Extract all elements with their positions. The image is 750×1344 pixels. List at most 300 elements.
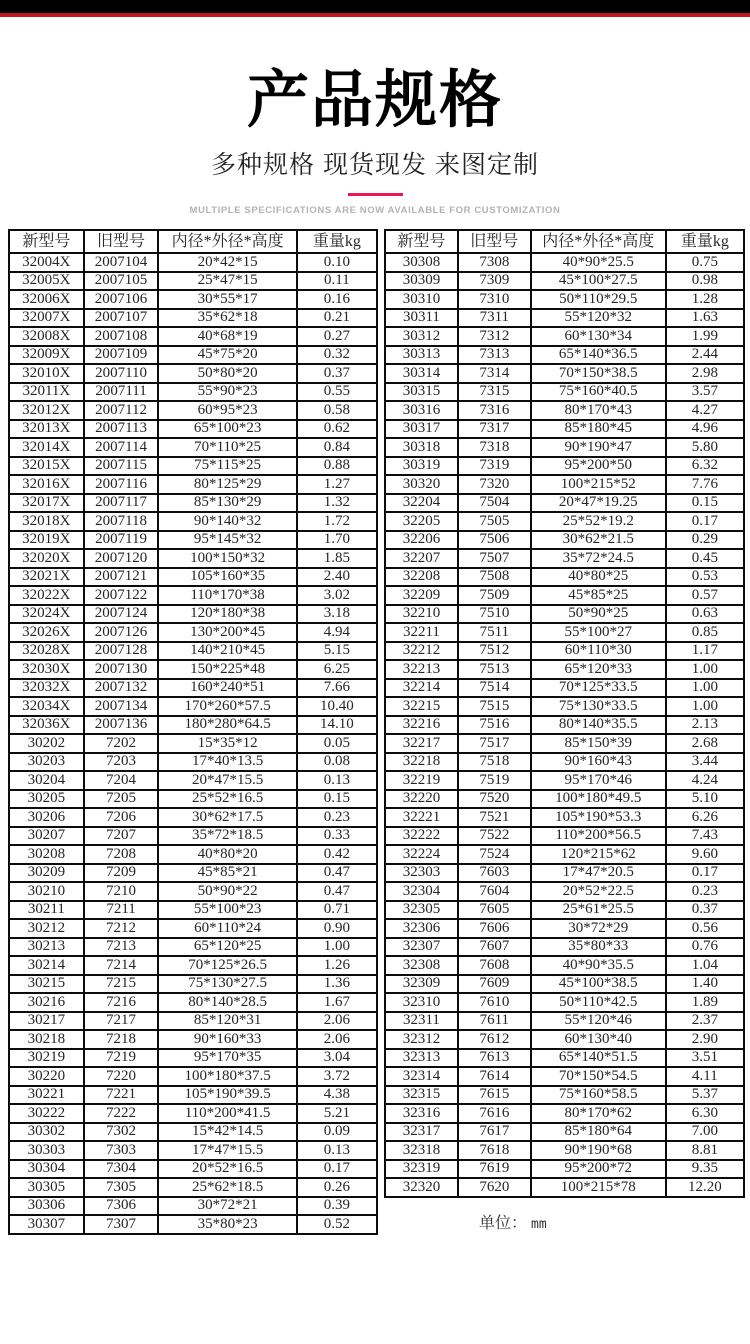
tagline-english: MULTIPLE SPECIFICATIONS ARE NOW AVAILABLE FOR CUSTOMIZATION bbox=[189, 205, 561, 216]
table-row bbox=[9, 975, 377, 994]
cell-weight: 2.98 bbox=[666, 364, 744, 383]
cell-weight: 0.15 bbox=[666, 494, 744, 513]
cell-new-model: 32319 bbox=[385, 1160, 458, 1179]
cell-dimensions: 25*61*25.5 bbox=[531, 901, 666, 920]
cell-new-model: 32030X bbox=[9, 660, 84, 679]
cell-weight: 0.27 bbox=[297, 327, 377, 346]
cell-dimensions: 17*47*15.5 bbox=[158, 1141, 296, 1160]
table-row bbox=[9, 549, 377, 568]
cell-new-model: 32315 bbox=[385, 1086, 458, 1105]
cell-weight: 0.42 bbox=[297, 845, 377, 864]
cell-old-model: 2007117 bbox=[84, 494, 159, 513]
cell-weight: 0.75 bbox=[666, 253, 744, 272]
cell-new-model: 32009X bbox=[9, 346, 84, 365]
cell-old-model: 7614 bbox=[458, 1067, 531, 1086]
cell-old-model: 7203 bbox=[84, 753, 159, 772]
table-row bbox=[385, 586, 744, 605]
cell-new-model: 30216 bbox=[9, 993, 84, 1012]
cell-weight: 0.71 bbox=[297, 901, 377, 920]
cell-dimensions: 17*40*13.5 bbox=[158, 753, 296, 772]
cell-weight: 0.11 bbox=[297, 272, 377, 291]
cell-old-model: 7513 bbox=[458, 660, 531, 679]
cell-dimensions: 35*80*33 bbox=[531, 938, 666, 957]
spec-tables-container bbox=[0, 229, 750, 1235]
cell-old-model: 2007128 bbox=[84, 642, 159, 661]
cell-dimensions: 65*120*33 bbox=[531, 660, 666, 679]
table-row bbox=[9, 401, 377, 420]
table-row bbox=[385, 679, 744, 698]
cell-weight: 2.44 bbox=[666, 346, 744, 365]
cell-old-model: 7617 bbox=[458, 1123, 531, 1142]
cell-new-model: 32309 bbox=[385, 975, 458, 994]
cell-weight: 7.00 bbox=[666, 1123, 744, 1142]
table-row bbox=[385, 993, 744, 1012]
cell-weight: 2.06 bbox=[297, 1012, 377, 1031]
table-row bbox=[9, 993, 377, 1012]
table-row bbox=[385, 420, 744, 439]
red-divider bbox=[348, 193, 403, 196]
cell-old-model: 7218 bbox=[84, 1030, 159, 1049]
cell-dimensions: 35*72*24.5 bbox=[531, 549, 666, 568]
table-row bbox=[9, 808, 377, 827]
cell-old-model: 7202 bbox=[84, 734, 159, 753]
cell-weight: 1.85 bbox=[297, 549, 377, 568]
cell-dimensions: 105*160*35 bbox=[158, 568, 296, 587]
cell-weight: 6.25 bbox=[297, 660, 377, 679]
cell-weight: 0.39 bbox=[297, 1197, 377, 1216]
cell-weight: 1.40 bbox=[666, 975, 744, 994]
cell-weight: 6.32 bbox=[666, 457, 744, 476]
cell-weight: 4.38 bbox=[297, 1086, 377, 1105]
cell-weight: 2.06 bbox=[297, 1030, 377, 1049]
cell-dimensions: 60*110*30 bbox=[531, 642, 666, 661]
cell-new-model: 32216 bbox=[385, 716, 458, 735]
cell-dimensions: 75*160*58.5 bbox=[531, 1086, 666, 1105]
cell-dimensions: 50*110*29.5 bbox=[531, 290, 666, 309]
cell-dimensions: 60*110*24 bbox=[158, 919, 296, 938]
cell-dimensions: 45*85*21 bbox=[158, 864, 296, 883]
cell-weight: 0.29 bbox=[666, 531, 744, 550]
cell-old-model: 7309 bbox=[458, 272, 531, 291]
cell-old-model: 7607 bbox=[458, 938, 531, 957]
cell-dimensions: 60*95*23 bbox=[158, 401, 296, 420]
table-row bbox=[9, 753, 377, 772]
cell-weight: 1.17 bbox=[666, 642, 744, 661]
cell-dimensions: 55*120*46 bbox=[531, 1012, 666, 1031]
cell-old-model: 7313 bbox=[458, 346, 531, 365]
cell-weight: 8.81 bbox=[666, 1141, 744, 1160]
cell-new-model: 30212 bbox=[9, 919, 84, 938]
cell-new-model: 32220 bbox=[385, 790, 458, 809]
cell-new-model: 32306 bbox=[385, 919, 458, 938]
cell-weight: 0.52 bbox=[297, 1215, 377, 1234]
cell-old-model: 2007124 bbox=[84, 605, 159, 624]
cell-weight: 4.24 bbox=[666, 771, 744, 790]
cell-old-model: 2007105 bbox=[84, 272, 159, 291]
cell-dimensions: 50*90*22 bbox=[158, 882, 296, 901]
cell-dimensions: 100*215*52 bbox=[531, 475, 666, 494]
cell-weight: 6.26 bbox=[666, 808, 744, 827]
cell-dimensions: 100*215*78 bbox=[531, 1178, 666, 1197]
table-row bbox=[385, 309, 744, 328]
cell-weight: 1.00 bbox=[666, 697, 744, 716]
cell-new-model: 32308 bbox=[385, 956, 458, 975]
cell-old-model: 7516 bbox=[458, 716, 531, 735]
table-row bbox=[385, 975, 744, 994]
cell-weight: 5.37 bbox=[666, 1086, 744, 1105]
cell-new-model: 30217 bbox=[9, 1012, 84, 1031]
table-row bbox=[385, 494, 744, 513]
cell-old-model: 7616 bbox=[458, 1104, 531, 1123]
table-row bbox=[385, 1123, 744, 1142]
table-row bbox=[9, 272, 377, 291]
cell-old-model: 7522 bbox=[458, 827, 531, 846]
cell-new-model: 32303 bbox=[385, 864, 458, 883]
cell-new-model: 32204 bbox=[385, 494, 458, 513]
table-row bbox=[385, 475, 744, 494]
cell-old-model: 2007119 bbox=[84, 531, 159, 550]
cell-old-model: 7302 bbox=[84, 1123, 159, 1142]
cell-weight: 4.96 bbox=[666, 420, 744, 439]
page-header bbox=[0, 66, 750, 216]
cell-dimensions: 60*130*40 bbox=[531, 1030, 666, 1049]
cell-weight: 0.76 bbox=[666, 938, 744, 957]
cell-weight: 4.27 bbox=[666, 401, 744, 420]
cell-new-model: 32213 bbox=[385, 660, 458, 679]
cell-old-model: 7311 bbox=[458, 309, 531, 328]
table-row bbox=[9, 327, 377, 346]
table-row bbox=[9, 1160, 377, 1179]
cell-weight: 1.72 bbox=[297, 512, 377, 531]
cell-weight: 0.62 bbox=[297, 420, 377, 439]
cell-old-model: 2007122 bbox=[84, 586, 159, 605]
cell-old-model: 7207 bbox=[84, 827, 159, 846]
cell-new-model: 30314 bbox=[385, 364, 458, 383]
cell-old-model: 2007126 bbox=[84, 623, 159, 642]
cell-old-model: 2007120 bbox=[84, 549, 159, 568]
cell-new-model: 32006X bbox=[9, 290, 84, 309]
cell-new-model: 32205 bbox=[385, 512, 458, 531]
cell-dimensions: 75*130*27.5 bbox=[158, 975, 296, 994]
table-row bbox=[9, 716, 377, 735]
cell-old-model: 2007107 bbox=[84, 309, 159, 328]
table-row bbox=[9, 531, 377, 550]
cell-old-model: 7507 bbox=[458, 549, 531, 568]
cell-weight: 5.21 bbox=[297, 1104, 377, 1123]
cell-dimensions: 120*180*38 bbox=[158, 605, 296, 624]
cell-weight: 0.98 bbox=[666, 272, 744, 291]
cell-old-model: 7219 bbox=[84, 1049, 159, 1068]
cell-old-model: 7611 bbox=[458, 1012, 531, 1031]
cell-new-model: 32010X bbox=[9, 364, 84, 383]
table-row bbox=[385, 1067, 744, 1086]
cell-old-model: 7315 bbox=[458, 383, 531, 402]
cell-weight: 1.00 bbox=[666, 660, 744, 679]
cell-new-model: 30310 bbox=[385, 290, 458, 309]
cell-weight: 1.89 bbox=[666, 993, 744, 1012]
cell-old-model: 7506 bbox=[458, 531, 531, 550]
cell-dimensions: 75*115*25 bbox=[158, 457, 296, 476]
cell-new-model: 32316 bbox=[385, 1104, 458, 1123]
cell-new-model: 30302 bbox=[9, 1123, 84, 1142]
cell-weight: 9.60 bbox=[666, 845, 744, 864]
top-black-bar bbox=[0, 0, 750, 13]
cell-new-model: 30221 bbox=[9, 1086, 84, 1105]
cell-old-model: 7603 bbox=[458, 864, 531, 883]
cell-dimensions: 35*72*18.5 bbox=[158, 827, 296, 846]
cell-weight: 10.40 bbox=[297, 697, 377, 716]
table-row bbox=[9, 1030, 377, 1049]
cell-dimensions: 30*62*17.5 bbox=[158, 808, 296, 827]
cell-weight: 0.17 bbox=[666, 864, 744, 883]
table-row bbox=[385, 1141, 744, 1160]
cell-old-model: 2007111 bbox=[84, 383, 159, 402]
cell-weight: 0.17 bbox=[666, 512, 744, 531]
cell-old-model: 7606 bbox=[458, 919, 531, 938]
column-header-old-model: 旧型号 bbox=[84, 230, 159, 253]
cell-old-model: 7308 bbox=[458, 253, 531, 272]
cell-old-model: 7217 bbox=[84, 1012, 159, 1031]
table-row bbox=[385, 642, 744, 661]
cell-weight: 0.63 bbox=[666, 605, 744, 624]
cell-new-model: 30312 bbox=[385, 327, 458, 346]
table-row bbox=[9, 457, 377, 476]
cell-weight: 0.90 bbox=[297, 919, 377, 938]
cell-old-model: 2007118 bbox=[84, 512, 159, 531]
cell-old-model: 7520 bbox=[458, 790, 531, 809]
table-row bbox=[9, 253, 377, 272]
cell-dimensions: 50*90*25 bbox=[531, 605, 666, 624]
cell-weight: 5.15 bbox=[297, 642, 377, 661]
cell-weight: 3.51 bbox=[666, 1049, 744, 1068]
cell-old-model: 2007112 bbox=[84, 401, 159, 420]
table-row bbox=[9, 734, 377, 753]
cell-old-model: 7318 bbox=[458, 438, 531, 457]
cell-weight: 5.10 bbox=[666, 790, 744, 809]
table-row bbox=[385, 290, 744, 309]
cell-new-model: 30209 bbox=[9, 864, 84, 883]
cell-old-model: 7316 bbox=[458, 401, 531, 420]
cell-dimensions: 55*90*23 bbox=[158, 383, 296, 402]
cell-weight: 1.32 bbox=[297, 494, 377, 513]
cell-weight: 0.33 bbox=[297, 827, 377, 846]
table-row bbox=[385, 457, 744, 476]
cell-dimensions: 95*170*46 bbox=[531, 771, 666, 790]
cell-new-model: 32007X bbox=[9, 309, 84, 328]
cell-dimensions: 65*140*36.5 bbox=[531, 346, 666, 365]
cell-weight: 0.47 bbox=[297, 864, 377, 883]
cell-dimensions: 170*260*57.5 bbox=[158, 697, 296, 716]
cell-new-model: 30319 bbox=[385, 457, 458, 476]
cell-dimensions: 15*35*12 bbox=[158, 734, 296, 753]
table-row bbox=[385, 1012, 744, 1031]
cell-dimensions: 110*200*41.5 bbox=[158, 1104, 296, 1123]
spec-table-left bbox=[8, 229, 378, 1235]
cell-dimensions: 20*47*19.25 bbox=[531, 494, 666, 513]
cell-weight: 2.13 bbox=[666, 716, 744, 735]
cell-old-model: 2007115 bbox=[84, 457, 159, 476]
table-row bbox=[385, 790, 744, 809]
table-row bbox=[9, 901, 377, 920]
cell-dimensions: 95*170*35 bbox=[158, 1049, 296, 1068]
table-row bbox=[385, 623, 744, 642]
cell-new-model: 30211 bbox=[9, 901, 84, 920]
table-row bbox=[385, 1178, 744, 1197]
cell-dimensions: 80*170*62 bbox=[531, 1104, 666, 1123]
cell-new-model: 30306 bbox=[9, 1197, 84, 1216]
cell-new-model: 32305 bbox=[385, 901, 458, 920]
cell-new-model: 32017X bbox=[9, 494, 84, 513]
cell-old-model: 7210 bbox=[84, 882, 159, 901]
table-row bbox=[9, 512, 377, 531]
table-row bbox=[385, 272, 744, 291]
cell-new-model: 32032X bbox=[9, 679, 84, 698]
table-row bbox=[9, 586, 377, 605]
cell-old-model: 7510 bbox=[458, 605, 531, 624]
cell-dimensions: 180*280*64.5 bbox=[158, 716, 296, 735]
cell-weight: 1.04 bbox=[666, 956, 744, 975]
cell-new-model: 32206 bbox=[385, 531, 458, 550]
cell-dimensions: 25*52*16.5 bbox=[158, 790, 296, 809]
cell-old-model: 7615 bbox=[458, 1086, 531, 1105]
cell-new-model: 30208 bbox=[9, 845, 84, 864]
cell-new-model: 32304 bbox=[385, 882, 458, 901]
cell-weight: 2.90 bbox=[666, 1030, 744, 1049]
cell-new-model: 30303 bbox=[9, 1141, 84, 1160]
cell-dimensions: 50*80*20 bbox=[158, 364, 296, 383]
cell-dimensions: 90*190*68 bbox=[531, 1141, 666, 1160]
cell-new-model: 32313 bbox=[385, 1049, 458, 1068]
cell-dimensions: 40*80*25 bbox=[531, 568, 666, 587]
cell-dimensions: 110*170*38 bbox=[158, 586, 296, 605]
cell-weight: 0.08 bbox=[297, 753, 377, 772]
cell-weight: 0.10 bbox=[297, 253, 377, 272]
table-row bbox=[9, 660, 377, 679]
cell-old-model: 7314 bbox=[458, 364, 531, 383]
cell-weight: 0.45 bbox=[666, 549, 744, 568]
table-row bbox=[385, 919, 744, 938]
cell-old-model: 7605 bbox=[458, 901, 531, 920]
cell-new-model: 32320 bbox=[385, 1178, 458, 1197]
cell-old-model: 2007110 bbox=[84, 364, 159, 383]
cell-old-model: 7515 bbox=[458, 697, 531, 716]
cell-weight: 0.37 bbox=[666, 901, 744, 920]
cell-old-model: 7613 bbox=[458, 1049, 531, 1068]
table-row bbox=[385, 605, 744, 624]
cell-old-model: 7320 bbox=[458, 475, 531, 494]
cell-old-model: 7306 bbox=[84, 1197, 159, 1216]
cell-weight: 0.09 bbox=[297, 1123, 377, 1142]
cell-old-model: 7211 bbox=[84, 901, 159, 920]
cell-new-model: 30318 bbox=[385, 438, 458, 457]
table-row bbox=[9, 568, 377, 587]
cell-old-model: 7509 bbox=[458, 586, 531, 605]
cell-weight: 0.37 bbox=[297, 364, 377, 383]
cell-old-model: 7619 bbox=[458, 1160, 531, 1179]
cell-new-model: 30214 bbox=[9, 956, 84, 975]
cell-new-model: 32209 bbox=[385, 586, 458, 605]
table-row bbox=[9, 475, 377, 494]
cell-new-model: 32217 bbox=[385, 734, 458, 753]
table-row bbox=[385, 383, 744, 402]
cell-weight: 3.02 bbox=[297, 586, 377, 605]
cell-dimensions: 20*47*15.5 bbox=[158, 771, 296, 790]
cell-old-model: 7620 bbox=[458, 1178, 531, 1197]
cell-new-model: 32011X bbox=[9, 383, 84, 402]
cell-weight: 3.44 bbox=[666, 753, 744, 772]
cell-dimensions: 90*190*47 bbox=[531, 438, 666, 457]
table-row bbox=[9, 882, 377, 901]
cell-old-model: 7519 bbox=[458, 771, 531, 790]
cell-new-model: 30218 bbox=[9, 1030, 84, 1049]
cell-weight: 1.63 bbox=[666, 309, 744, 328]
cell-new-model: 32026X bbox=[9, 623, 84, 642]
cell-weight: 0.47 bbox=[297, 882, 377, 901]
cell-new-model: 32311 bbox=[385, 1012, 458, 1031]
table-row bbox=[9, 420, 377, 439]
cell-old-model: 2007132 bbox=[84, 679, 159, 698]
cell-weight: 4.11 bbox=[666, 1067, 744, 1086]
cell-new-model: 32221 bbox=[385, 808, 458, 827]
cell-old-model: 7319 bbox=[458, 457, 531, 476]
cell-dimensions: 45*100*27.5 bbox=[531, 272, 666, 291]
cell-dimensions: 40*68*19 bbox=[158, 327, 296, 346]
cell-new-model: 30205 bbox=[9, 790, 84, 809]
cell-new-model: 32215 bbox=[385, 697, 458, 716]
cell-old-model: 2007109 bbox=[84, 346, 159, 365]
cell-dimensions: 45*100*38.5 bbox=[531, 975, 666, 994]
cell-weight: 2.68 bbox=[666, 734, 744, 753]
cell-weight: 0.17 bbox=[297, 1160, 377, 1179]
cell-dimensions: 35*80*23 bbox=[158, 1215, 296, 1234]
table-row bbox=[9, 1104, 377, 1123]
cell-old-model: 7512 bbox=[458, 642, 531, 661]
cell-dimensions: 70*150*54.5 bbox=[531, 1067, 666, 1086]
cell-weight: 0.13 bbox=[297, 771, 377, 790]
column-header-new-model: 新型号 bbox=[9, 230, 84, 253]
table-row bbox=[9, 383, 377, 402]
cell-new-model: 30304 bbox=[9, 1160, 84, 1179]
table-row bbox=[385, 549, 744, 568]
cell-weight: 0.26 bbox=[297, 1178, 377, 1197]
cell-old-model: 7609 bbox=[458, 975, 531, 994]
cell-new-model: 32019X bbox=[9, 531, 84, 550]
cell-weight: 1.26 bbox=[297, 956, 377, 975]
cell-old-model: 7212 bbox=[84, 919, 159, 938]
cell-weight: 0.85 bbox=[666, 623, 744, 642]
cell-old-model: 7220 bbox=[84, 1067, 159, 1086]
cell-dimensions: 70*110*25 bbox=[158, 438, 296, 457]
cell-dimensions: 65*120*25 bbox=[158, 938, 296, 957]
cell-old-model: 7518 bbox=[458, 753, 531, 772]
cell-new-model: 32028X bbox=[9, 642, 84, 661]
cell-old-model: 7505 bbox=[458, 512, 531, 531]
cell-weight: 2.40 bbox=[297, 568, 377, 587]
cell-new-model: 32004X bbox=[9, 253, 84, 272]
cell-weight: 14.10 bbox=[297, 716, 377, 735]
cell-new-model: 30202 bbox=[9, 734, 84, 753]
cell-dimensions: 50*110*42.5 bbox=[531, 993, 666, 1012]
cell-dimensions: 150*225*48 bbox=[158, 660, 296, 679]
cell-weight: 0.23 bbox=[666, 882, 744, 901]
cell-old-model: 7215 bbox=[84, 975, 159, 994]
cell-new-model: 30206 bbox=[9, 808, 84, 827]
cell-old-model: 7214 bbox=[84, 956, 159, 975]
table-row bbox=[9, 438, 377, 457]
cell-weight: 0.05 bbox=[297, 734, 377, 753]
cell-new-model: 32310 bbox=[385, 993, 458, 1012]
cell-old-model: 7312 bbox=[458, 327, 531, 346]
